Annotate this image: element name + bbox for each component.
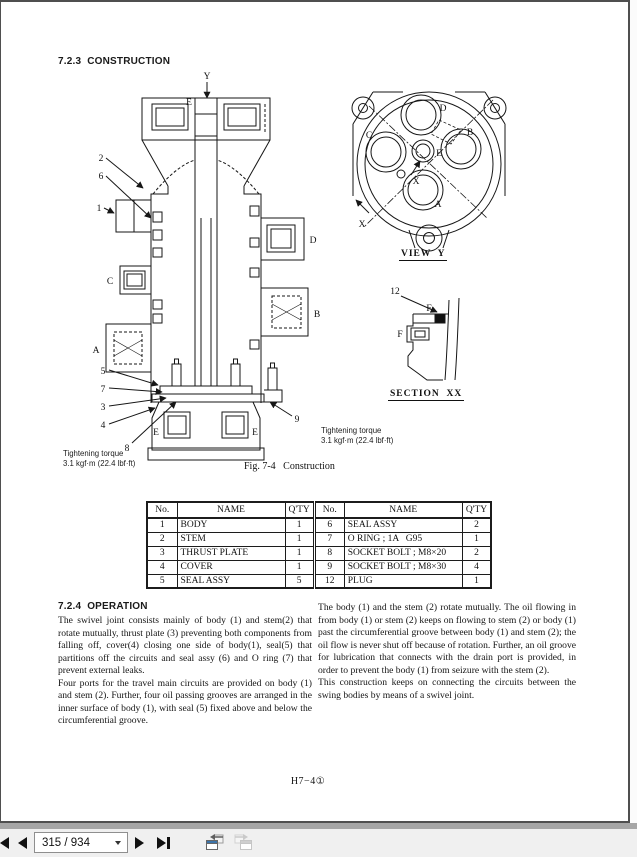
paragraph: This construction keeps on connecting the circuits between the swing bodies by means of a swivel joint.: [318, 677, 576, 701]
viewy-port-b-label: B: [466, 128, 474, 138]
cell-no: 5: [147, 574, 177, 588]
cell-no: 12: [314, 574, 344, 588]
swivel-joint-cross-section-diagram: [56, 68, 336, 470]
viewy-axis-x-center-label: X: [412, 177, 420, 187]
axis-y-label: Y: [203, 72, 211, 82]
cell-name: BODY: [177, 518, 285, 532]
previous-page-icon: [17, 837, 28, 849]
viewy-port-c-label: C: [365, 131, 373, 141]
callout-5: 5: [100, 367, 106, 377]
sectionxx-callout-12: 12: [390, 287, 400, 297]
figure-caption: Fig. 7-4 Construction: [244, 461, 335, 472]
page-number-value: 315 / 934: [42, 836, 90, 849]
cell-qty: 4: [462, 560, 491, 574]
cell-no: 1: [147, 518, 177, 532]
col-header-no2: No.: [314, 502, 344, 518]
cell-no: 6: [314, 518, 344, 532]
previous-view-icon: [205, 833, 225, 851]
callout-9: 9: [294, 415, 300, 425]
cell-name: STEM: [177, 532, 285, 546]
col-header-no1: No.: [147, 502, 177, 518]
first-page-icon: [0, 837, 10, 849]
page-number-footer: H7−4①: [290, 776, 326, 787]
view-y-diagram: [339, 80, 524, 255]
cell-no: 9: [314, 560, 344, 574]
callout-3: 3: [100, 403, 106, 413]
pdf-navigation-toolbar: [0, 829, 637, 857]
cell-name: SEAL ASSY: [344, 518, 462, 532]
callout-4: 4: [100, 421, 106, 431]
viewy-axis-x-outer-label: X: [358, 220, 366, 230]
operation-left-column: [58, 615, 312, 728]
port-b-label: B: [313, 310, 321, 320]
cell-name: THRUST PLATE: [177, 546, 285, 560]
section-xx-caption: SECTION XX: [390, 389, 463, 399]
port-d-label: D: [309, 236, 317, 246]
viewy-port-a-label: A: [434, 200, 442, 210]
next-page-icon: [134, 837, 145, 849]
torque-note-right: [321, 426, 393, 445]
paragraph: The swivel joint consists mainly of body (1) and stem(2) that rotate mutually, thrust plate (3) preventing both components from falling off, cover(4) closing one side of body(1), seal(5) that partitions off the circuits and seal assy (6) and O ring (7) that prevent external leaks.: [58, 615, 312, 677]
torque-note-right-line1: Tightening torque: [321, 426, 382, 435]
cell-no: 3: [147, 546, 177, 560]
cell-qty: 2: [462, 546, 491, 560]
callout-2: 2: [98, 154, 104, 164]
construction-section-heading: 7.2.3 CONSTRUCTION: [58, 56, 171, 67]
dropdown-caret-icon: [115, 841, 121, 845]
cell-qty: 1: [285, 532, 314, 546]
parts-table: [146, 501, 492, 589]
cell-name: SOCKET BOLT ; M8×30: [344, 560, 462, 574]
viewy-port-e-label: E: [436, 149, 442, 159]
table-row: [147, 518, 491, 532]
cell-qty: 1: [285, 560, 314, 574]
table-row: [147, 574, 491, 588]
sectionxx-f-left-label: F: [397, 330, 403, 340]
paragraph: Four ports for the travel main circuits are provided on body (1) and stem (2). Further, four oil passing grooves are arranged in the inner surface of body (1), with seal (5) fixed above and below the circumferential groove.: [58, 677, 312, 727]
port-e-top-label: E: [186, 98, 192, 108]
torque-note-left: [63, 449, 135, 468]
port-a-label: A: [92, 346, 100, 356]
operation-right-column: [318, 602, 576, 702]
page-number-combobox[interactable]: [34, 832, 128, 853]
cell-name: COVER: [177, 560, 285, 574]
previous-page-button[interactable]: [17, 834, 28, 852]
port-e-right-label: E: [252, 428, 258, 438]
callout-6: 6: [98, 172, 104, 182]
cell-qty: 5: [285, 574, 314, 588]
next-page-button[interactable]: [134, 834, 145, 852]
next-view-button[interactable]: [233, 833, 253, 851]
cell-qty: 2: [462, 518, 491, 532]
cell-no: 2: [147, 532, 177, 546]
torque-note-left-line2: 3.1 kgf·m (22.4 lbf·ft): [63, 458, 136, 468]
operation-section-heading: 7.2.4 OPERATION: [58, 601, 148, 612]
cell-no: 8: [314, 546, 344, 560]
col-header-qty1: Q'TY: [285, 502, 314, 518]
last-page-icon: [156, 837, 171, 849]
first-page-button[interactable]: [0, 834, 10, 852]
cell-name: O RING ; 1A G95: [344, 532, 462, 546]
port-c-label: C: [106, 277, 114, 287]
parts-table-header-row: [147, 502, 491, 518]
port-e-left-label: E: [153, 428, 159, 438]
paragraph: The body (1) and the stem (2) rotate mutually. The oil flowing in from body (1) or stem (2) keeps on flowing to stem (2) or body (1) past the circumferential groove between body (1) and stem (2); the oil flow is never shut off because of rotation. Further, an oil groove for lubrication that connects with the drain port is provided, in order to prevent the body (1) from seizure with the stem (2).: [318, 602, 576, 676]
cell-qty: 1: [462, 532, 491, 546]
section-xx-diagram: [379, 282, 489, 382]
cell-no: 4: [147, 560, 177, 574]
cell-qty: 1: [462, 574, 491, 588]
cell-name: SEAL ASSY: [177, 574, 285, 588]
cell-qty: 1: [285, 518, 314, 532]
cell-qty: 1: [285, 546, 314, 560]
callout-8: 8: [124, 444, 130, 454]
sectionxx-f-top-label: F: [426, 304, 432, 314]
next-view-icon: [233, 833, 253, 851]
table-row: [147, 546, 491, 560]
callout-1: 1: [96, 204, 102, 214]
col-header-name2: NAME: [344, 502, 462, 518]
cell-no: 7: [314, 532, 344, 546]
table-row: [147, 532, 491, 546]
col-header-name1: NAME: [177, 502, 285, 518]
last-page-button[interactable]: [156, 834, 171, 852]
cell-name: SOCKET BOLT ; M8×20: [344, 546, 462, 560]
viewy-port-d-label: D: [439, 104, 447, 114]
callout-7: 7: [100, 385, 106, 395]
torque-note-right-line2: 3.1 kgf·m (22.4 lbf·ft): [321, 435, 394, 445]
torque-note-left-line1: Tightening torque: [63, 449, 124, 458]
col-header-qty2: Q'TY: [462, 502, 491, 518]
page-right-gutter: [630, 0, 637, 823]
previous-view-button[interactable]: [205, 833, 225, 851]
cell-name: PLUG: [344, 574, 462, 588]
table-row: [147, 560, 491, 574]
view-y-caption: VIEW Y: [401, 249, 446, 259]
